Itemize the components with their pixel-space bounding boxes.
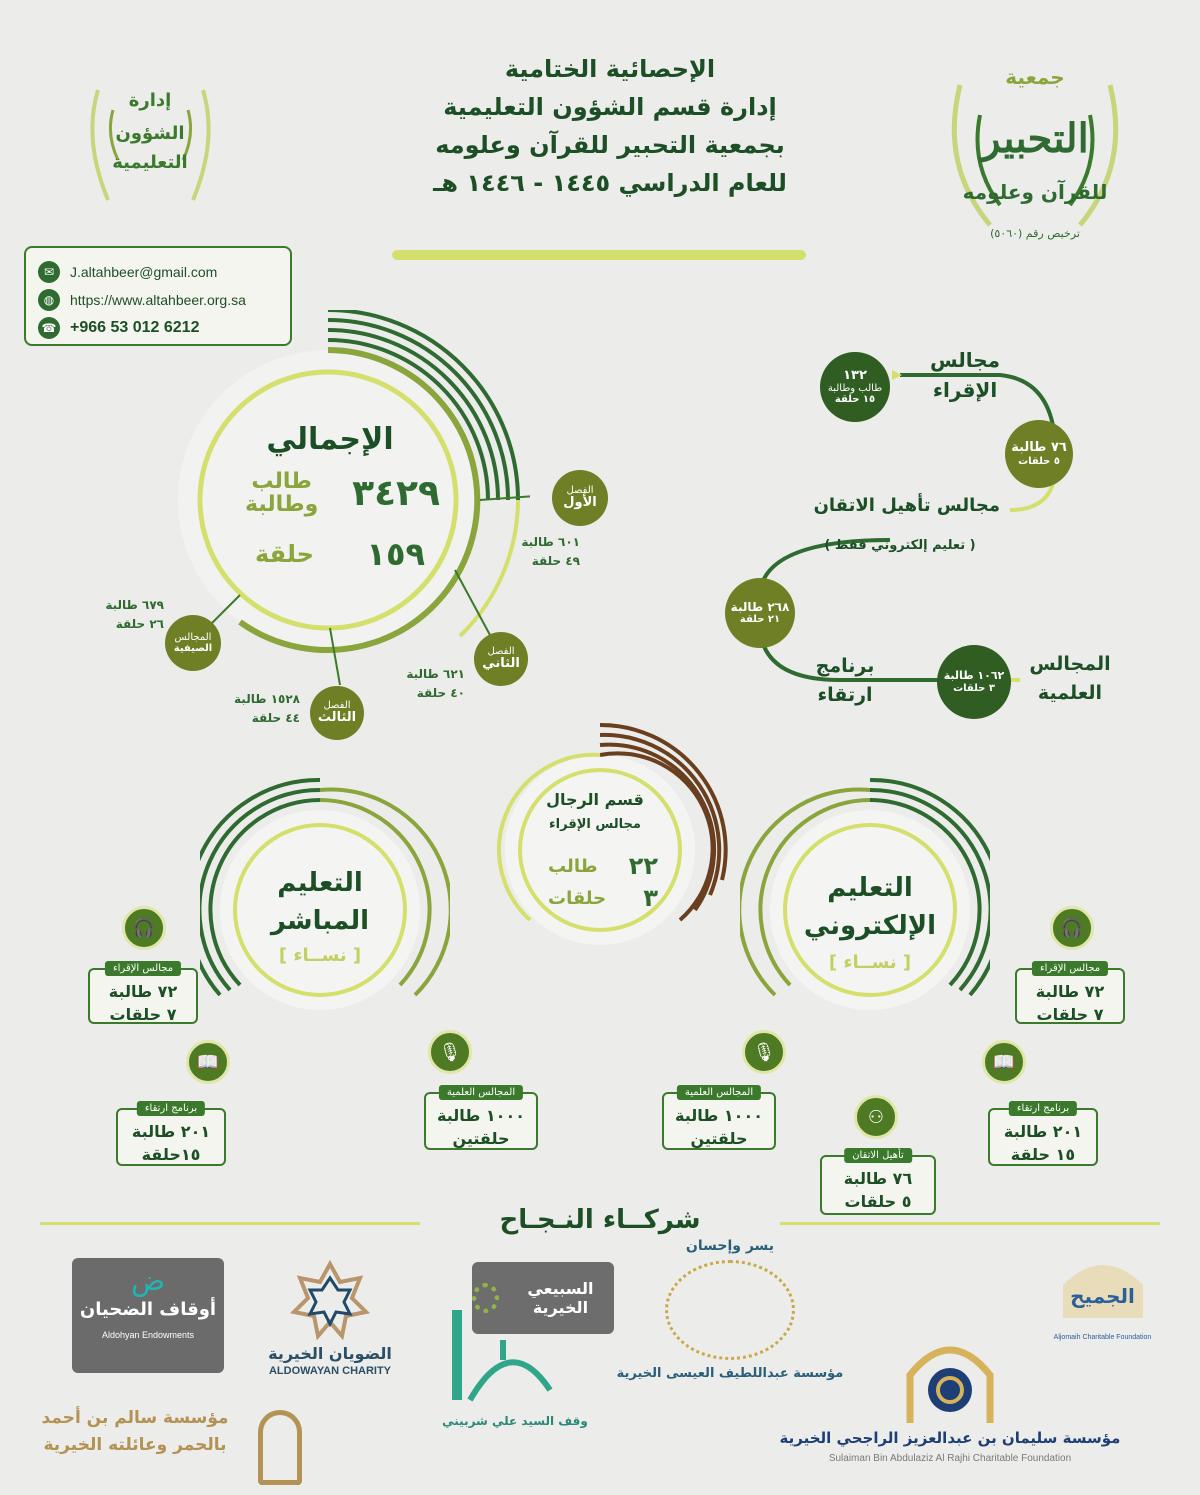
total-students-number: ٣٤٢٩ [352,472,440,514]
sherbini-mosque-icon [440,1300,590,1410]
irtiqaa-title [800,652,890,711]
online-iqraa-circles: ٧ حلقات [1036,1005,1104,1024]
dept-logo-line3: التعليمية [112,152,188,173]
men-circles-number: ٣ [643,884,658,912]
online-title [795,870,945,945]
men-students-number: ٢٢ [628,852,658,880]
direct-title [250,865,390,940]
page-subtitle-year: للعام الدراسي ١٤٤٥ - ١٤٤٦ هـ [433,169,787,197]
ilmiya-students: ١٠٦٢ طالبة [943,669,1005,683]
email-icon: ✉ [38,261,60,283]
partner-aljomaih-sub: Aljomaih Charitable Foundation [1053,1334,1152,1341]
itqan-circles: ٥ حلقات [1018,455,1060,467]
irtiqaa-title-line1: برنامج [815,655,875,677]
online-irtiqaa-head: برنامج ارتقاء [1009,1101,1077,1116]
semester-2-label2: الثاني [482,656,520,672]
direct-iqraa-box [88,963,198,1024]
iqraa-title-line2: الإقراء [932,378,998,402]
semester-3-badge [310,686,364,740]
online-ilmiya-box [662,1087,776,1150]
ilmiya-title-line2: العلمية [1037,682,1103,705]
summer-label2: الصيفية [173,643,213,654]
page-title: الإحصائية الختامية [504,55,716,83]
partner-alrajhi-name: مؤسسة سليمان بن عبدالعزيز الراجحي الخيرية [779,1429,1121,1447]
irtiqaa-circles: ٢١ حلقة [739,614,781,626]
men-rings [490,720,740,980]
total-circles-number: ١٥٩ [366,535,425,573]
summer-badge [165,615,221,671]
semester-1-stats [520,533,580,570]
online-itqan-box [820,1150,936,1215]
partner-sherbini-name: وقف السيد علي شربيني [442,1414,588,1428]
direct-irtiqaa-head: برنامج ارتقاء [137,1101,205,1116]
online-ilmiya-students: ١٠٠٠ طالبة [675,1106,763,1125]
iqraa-badge [820,352,890,422]
direct-iqraa-students: ٧٢ طالبة [108,982,178,1001]
page-subtitle-association: بجمعية التحبير للقرآن وعلومه [435,131,785,159]
total-students-label1: طالب [251,469,312,494]
online-iqraa-box [1015,963,1125,1024]
phone-icon: ☎ [38,317,60,339]
direct-title-line2: المباشر [270,905,370,936]
itqan-title: مجالس تأهيل الاتقان [813,495,1000,516]
semester-1-label2: الأول [563,495,597,511]
logo-word2: التحبير [981,115,1089,162]
contact-email-row[interactable] [38,258,278,286]
men-title-line1: قسم الرجال [546,790,644,809]
contact-phone: +966 53 012 6212 [70,319,200,336]
quran-book-icon: 📖 [186,1040,230,1084]
title-underline [392,250,806,260]
itqan-badge [1005,420,1073,488]
men-title [530,790,660,832]
semester-2-circles: ٤٠ حلقة [416,685,465,700]
irtiqaa-title-line2: ارتقاء [817,684,873,707]
semester-2-badge [474,632,528,686]
page-subtitle-department: إدارة قسم الشؤون التعليمية [443,93,777,121]
quran-book-icon: 📖 [982,1040,1026,1084]
online-itqan-circles: ٥ حلقات [844,1192,912,1211]
semester-3-label2: الثالث [317,710,357,726]
semester-1-label1: الفصل [566,485,594,497]
men-students [548,852,658,880]
headset-icon: 🎧 [1050,906,1094,950]
itqan-students: ٧٦ طالبة [1011,440,1067,456]
summer-stats [92,596,164,633]
partner-balahmar-name: مؤسسة سالم بن أحمد بالحمر وعائلته الخيرية [41,1408,229,1456]
semester-3-students: ١٥٢٨ طالبة [234,692,300,706]
men-circles [548,884,658,912]
online-itqan-head: تأهيل الاتقان [844,1148,912,1163]
logo-word1: جمعية [1005,65,1065,89]
semester-3-label1: الفصل [323,700,351,712]
logo-word3: للقرآن وعلومه [962,180,1108,204]
partner-aleissa-name: مؤسسة عبداللطيف العيسى الخيرية [616,1366,844,1381]
semester-1-circles: ٤٩ حلقة [531,553,580,568]
ilmiya-title [1020,650,1120,709]
total-students-label2: وطالبة [245,492,319,518]
men-circles-label: حلقات [548,887,607,909]
aldowayan-star-icon [290,1260,370,1340]
partner-aldohyan [72,1258,224,1373]
partner-sherbini [440,1300,590,1485]
direct-iqraa-circles: ٧ حلقات [109,1005,177,1024]
semester-2-stats [400,665,465,702]
partner-alrajhi [760,1335,1140,1485]
partner-alsubaie-name: السبيعي الخيرية [527,1279,594,1317]
ilmiya-circles: ٣ حلقات [953,682,995,694]
headset-icon: 🎧 [122,906,166,950]
summer-circles: ٢٦ حلقة [115,616,164,631]
balahmar-arch-icon [258,1410,302,1485]
logo-license: ترخيص رقم (٥٠٦٠) [990,227,1080,240]
hierarchy-icon: ⚇ [854,1095,898,1139]
globe-icon: ◍ [38,289,60,311]
contact-website: https://www.altahbeer.org.sa [70,292,246,308]
online-subtitle: [ نســاء ] [828,952,912,973]
total-students [245,470,440,516]
aldohyan-mark-icon: ض [131,1264,165,1297]
semester-1-students: ٦٠١ طالبة [521,535,580,549]
summer-label1: المجالس [174,632,212,643]
iqraa-title-line1: مجالس [929,348,1001,372]
online-irtiqaa-box [988,1103,1098,1166]
direct-ilmiya-head: المجالس العلمية [439,1085,523,1100]
partner-aleissa-sub: يسر وإحسان [685,1238,775,1254]
semester-1-badge [552,470,608,526]
semester-2-label1: الفصل [487,646,515,658]
online-irtiqaa-students: ٢٠١ طالبة [1003,1122,1083,1141]
ilmiya-title-line1: المجالس [1029,653,1111,675]
header-title-block [360,55,860,197]
online-iqraa-students: ٧٢ طالبة [1035,982,1105,1001]
direct-ilmiya-circles: حلقتين [452,1129,510,1148]
men-students-label: طالب [548,855,598,877]
total-circles-label: حلقة [255,540,314,568]
direct-irtiqaa-box [116,1103,226,1166]
men-title-line2: مجالس الإقراء [549,817,641,832]
association-logo [930,55,1140,255]
direct-subtitle: [ نســاء ] [278,945,362,966]
contact-email: J.altahbeer@gmail.com [70,264,218,280]
partner-balahmar [15,1405,255,1485]
total-title: الإجمالي [266,422,394,457]
online-ilmiya-head: المجالس العلمية [677,1085,761,1100]
direct-irtiqaa-students: ٢٠١ طالبة [131,1122,211,1141]
online-itqan-students: ٧٦ طالبة [843,1169,913,1188]
total-circles [255,535,425,573]
itqan-subtitle: ( تعليم إلكتروني فقط ) [824,538,976,553]
partners-title: شركــاء النـجـاح [420,1205,780,1235]
ilmiya-badge [937,645,1011,719]
direct-ilmiya-students: ١٠٠٠ طالبة [437,1106,525,1125]
direct-iqraa-head: مجالس الإقراء [105,961,181,976]
online-title-line2: الإلكتروني [803,910,937,941]
partner-alrajhi-sub: Sulaiman Bin Abdulaziz Al Rajhi Charitable Foundation [828,1453,1072,1464]
online-irtiqaa-circles: ١٥ حلقة [1010,1145,1076,1164]
partner-aldowayan [250,1260,410,1380]
partner-aldohyan-name: أوقاف الضحيان [79,1299,217,1320]
partner-aljomaih-name: الجميح [1070,1284,1135,1308]
online-iqraa-head: مجالس الإقراء [1032,961,1108,976]
semester-2-students: ٦٢١ طالبة [406,667,465,681]
iqraa-students: طالب وطالبة [827,383,883,395]
partner-aldowayan-name: الضويان الخيرية [268,1344,392,1363]
direct-ilmiya-box [424,1087,538,1150]
direct-irtiqaa-circles: ١٥حلقة [141,1145,201,1164]
irtiqaa-badge [725,578,795,648]
online-title-line1: التعليم [827,873,913,903]
dept-logo-line2: الشؤون [115,123,185,144]
semester-3-stats [222,690,300,727]
dept-logo-line1: إدارة [128,90,172,111]
direct-title-line1: التعليم [277,868,363,898]
irtiqaa-students: ٢٦٨ طالبة [730,599,790,614]
partner-aldowayan-sub: ALDOWAYAN CHARITY [268,1365,392,1377]
summer-students: ٦٧٩ طالبة [105,598,164,612]
microphone-icon: 🎙 [742,1030,786,1074]
partner-aldohyan-sub: Aldohyan Endowments [101,1330,195,1340]
semester-3-circles: ٤٤ حلقة [251,710,300,725]
dept-logo [95,90,205,173]
alrajhi-arch-icon [900,1335,1000,1425]
online-ilmiya-circles: حلقتين [690,1129,748,1148]
iqraa-title [915,345,1015,405]
microphone-icon: 🎙 [428,1030,472,1074]
iqraa-number: ١٣٢ [843,367,867,383]
iqraa-circles: ١٥ حلقة [834,394,876,406]
